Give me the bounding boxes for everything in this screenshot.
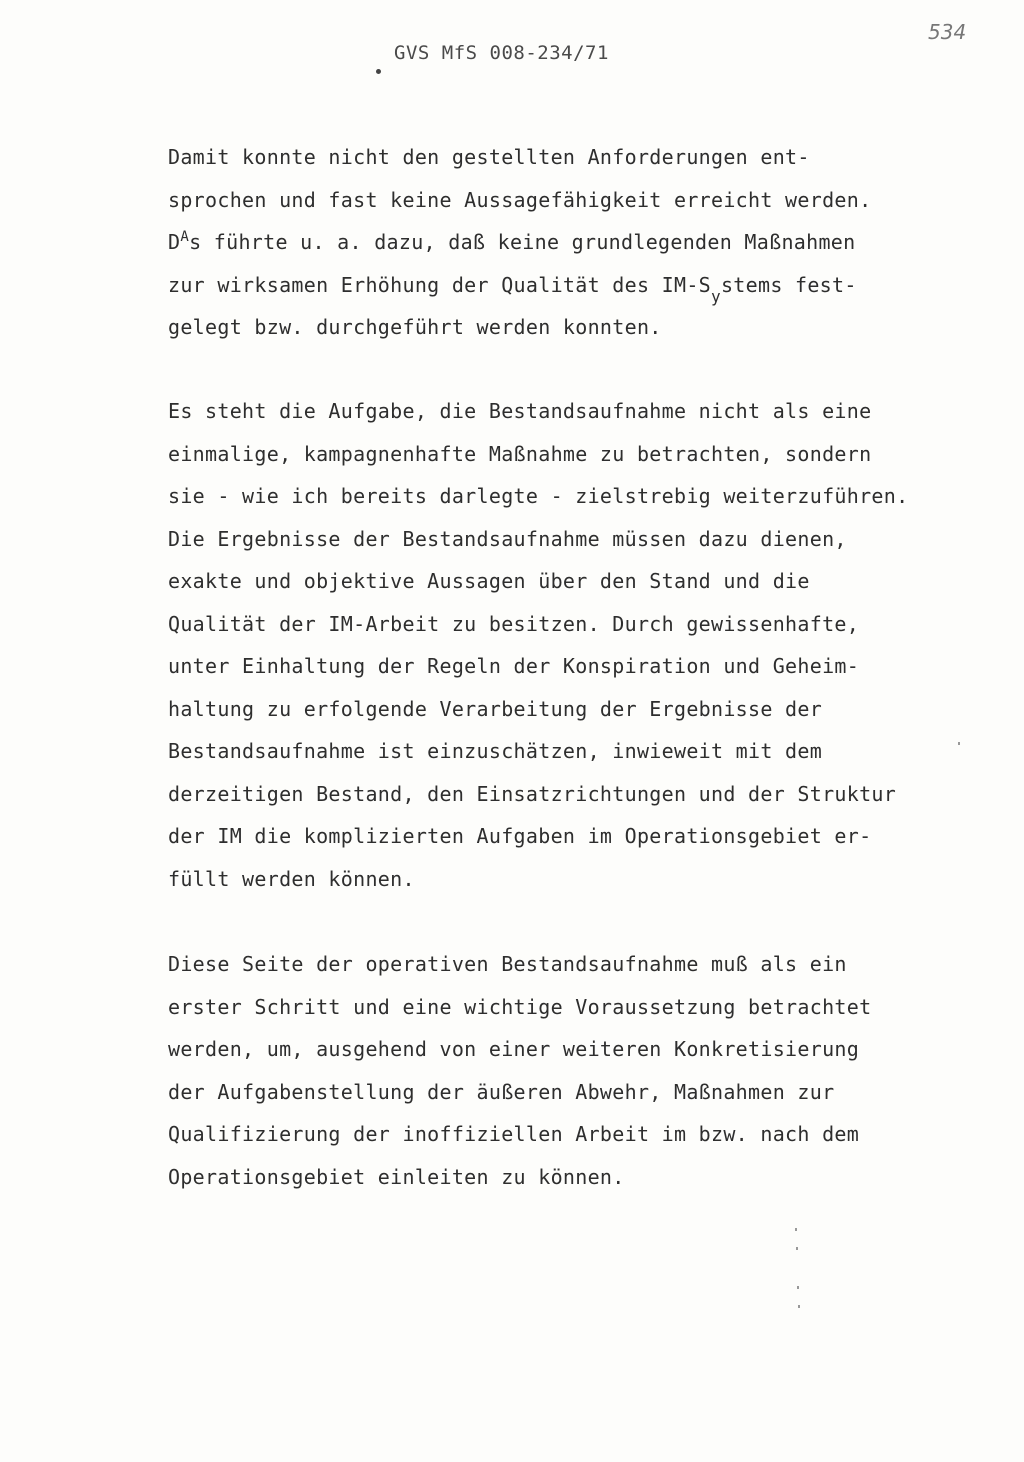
page-number: 534 (928, 20, 967, 44)
text-line: sprochen und fast keine Aussagefähigkeit erreicht werden. (168, 187, 872, 212)
text-line (168, 264, 968, 307)
text-line: gelegt bzw. durchgeführt werden konnten. (168, 315, 662, 339)
text-line: haltung zu erfolgende Verarbeitung der Ergebnisse der (168, 696, 823, 721)
text-line: Diese Seite der operativen Bestandsaufnahme muß als ein (168, 952, 847, 976)
text-line: einmalige, kampagnenhafte Maßnahme zu betrachten, sondern (168, 441, 872, 466)
text-line: Es steht die Aufgabe, die Bestandsaufnahme nicht als eine (168, 399, 872, 423)
subscript-letter: y (711, 286, 721, 306)
text-line: Die Ergebnisse der Bestandsaufnahme müssen dazu dienen, (168, 526, 847, 551)
scan-speck (958, 742, 960, 745)
superscript-letter: A (180, 229, 190, 245)
text-line: füllt werden können. (168, 866, 415, 891)
text-line: Qualität der IM-Arbeit zu besitzen. Durch gewissenhafte, (168, 611, 860, 636)
text-line: sie - wie ich bereits darlegte - zielstrebig weiterzuführen. (168, 484, 909, 508)
text-line: erster Schritt und eine wichtige Voraussetzung betrachtet (168, 994, 872, 1019)
text-line: Qualifizierung der inoffiziellen Arbeit im bzw. nach dem (168, 1122, 860, 1146)
text-line: derzeitigen Bestand, den Einsatzrichtungen und der Struktur (168, 781, 897, 806)
text-line: unter Einhaltung der Regeln der Konspiration und Geheim- (168, 654, 860, 678)
text-fragment: stems fest- (720, 272, 857, 297)
text-line: Bestandsaufnahme ist einzuschätzen, inwieweit mit dem (168, 739, 823, 763)
paragraph-2 (168, 390, 968, 900)
scan-speck (797, 1286, 799, 1289)
text-fragment: D (168, 230, 181, 254)
margin-dot (376, 69, 381, 74)
text-line: exakte und objektive Aussagen über den Stand und die (168, 569, 810, 593)
scan-speck (796, 1247, 798, 1250)
text-fragment: s führte u. a. dazu, daß keine grundlegenden Maßnahmen (189, 230, 856, 254)
scan-speck (798, 1305, 800, 1308)
document-reference: GVS MfS 008-234/71 (394, 42, 609, 64)
text-fragment: zur wirksamen Erhöhung der Qualität des IM-S (168, 272, 712, 297)
paragraph-3 (168, 943, 968, 1198)
scan-speck (795, 1228, 797, 1231)
paragraph-1 (168, 136, 968, 349)
text-line: werden, um, ausgehend von einer weiteren Konkretisierung (168, 1037, 860, 1061)
text-line: Operationsgebiet einleiten zu können. (168, 1164, 625, 1189)
text-line: der IM die komplizierten Aufgaben im Operationsgebiet er- (168, 824, 872, 848)
text-line (168, 221, 968, 264)
text-line: der Aufgabenstellung der äußeren Abwehr, Maßnahmen zur (168, 1079, 835, 1104)
text-line: Damit konnte nicht den gestellten Anforderungen ent- (168, 145, 810, 169)
